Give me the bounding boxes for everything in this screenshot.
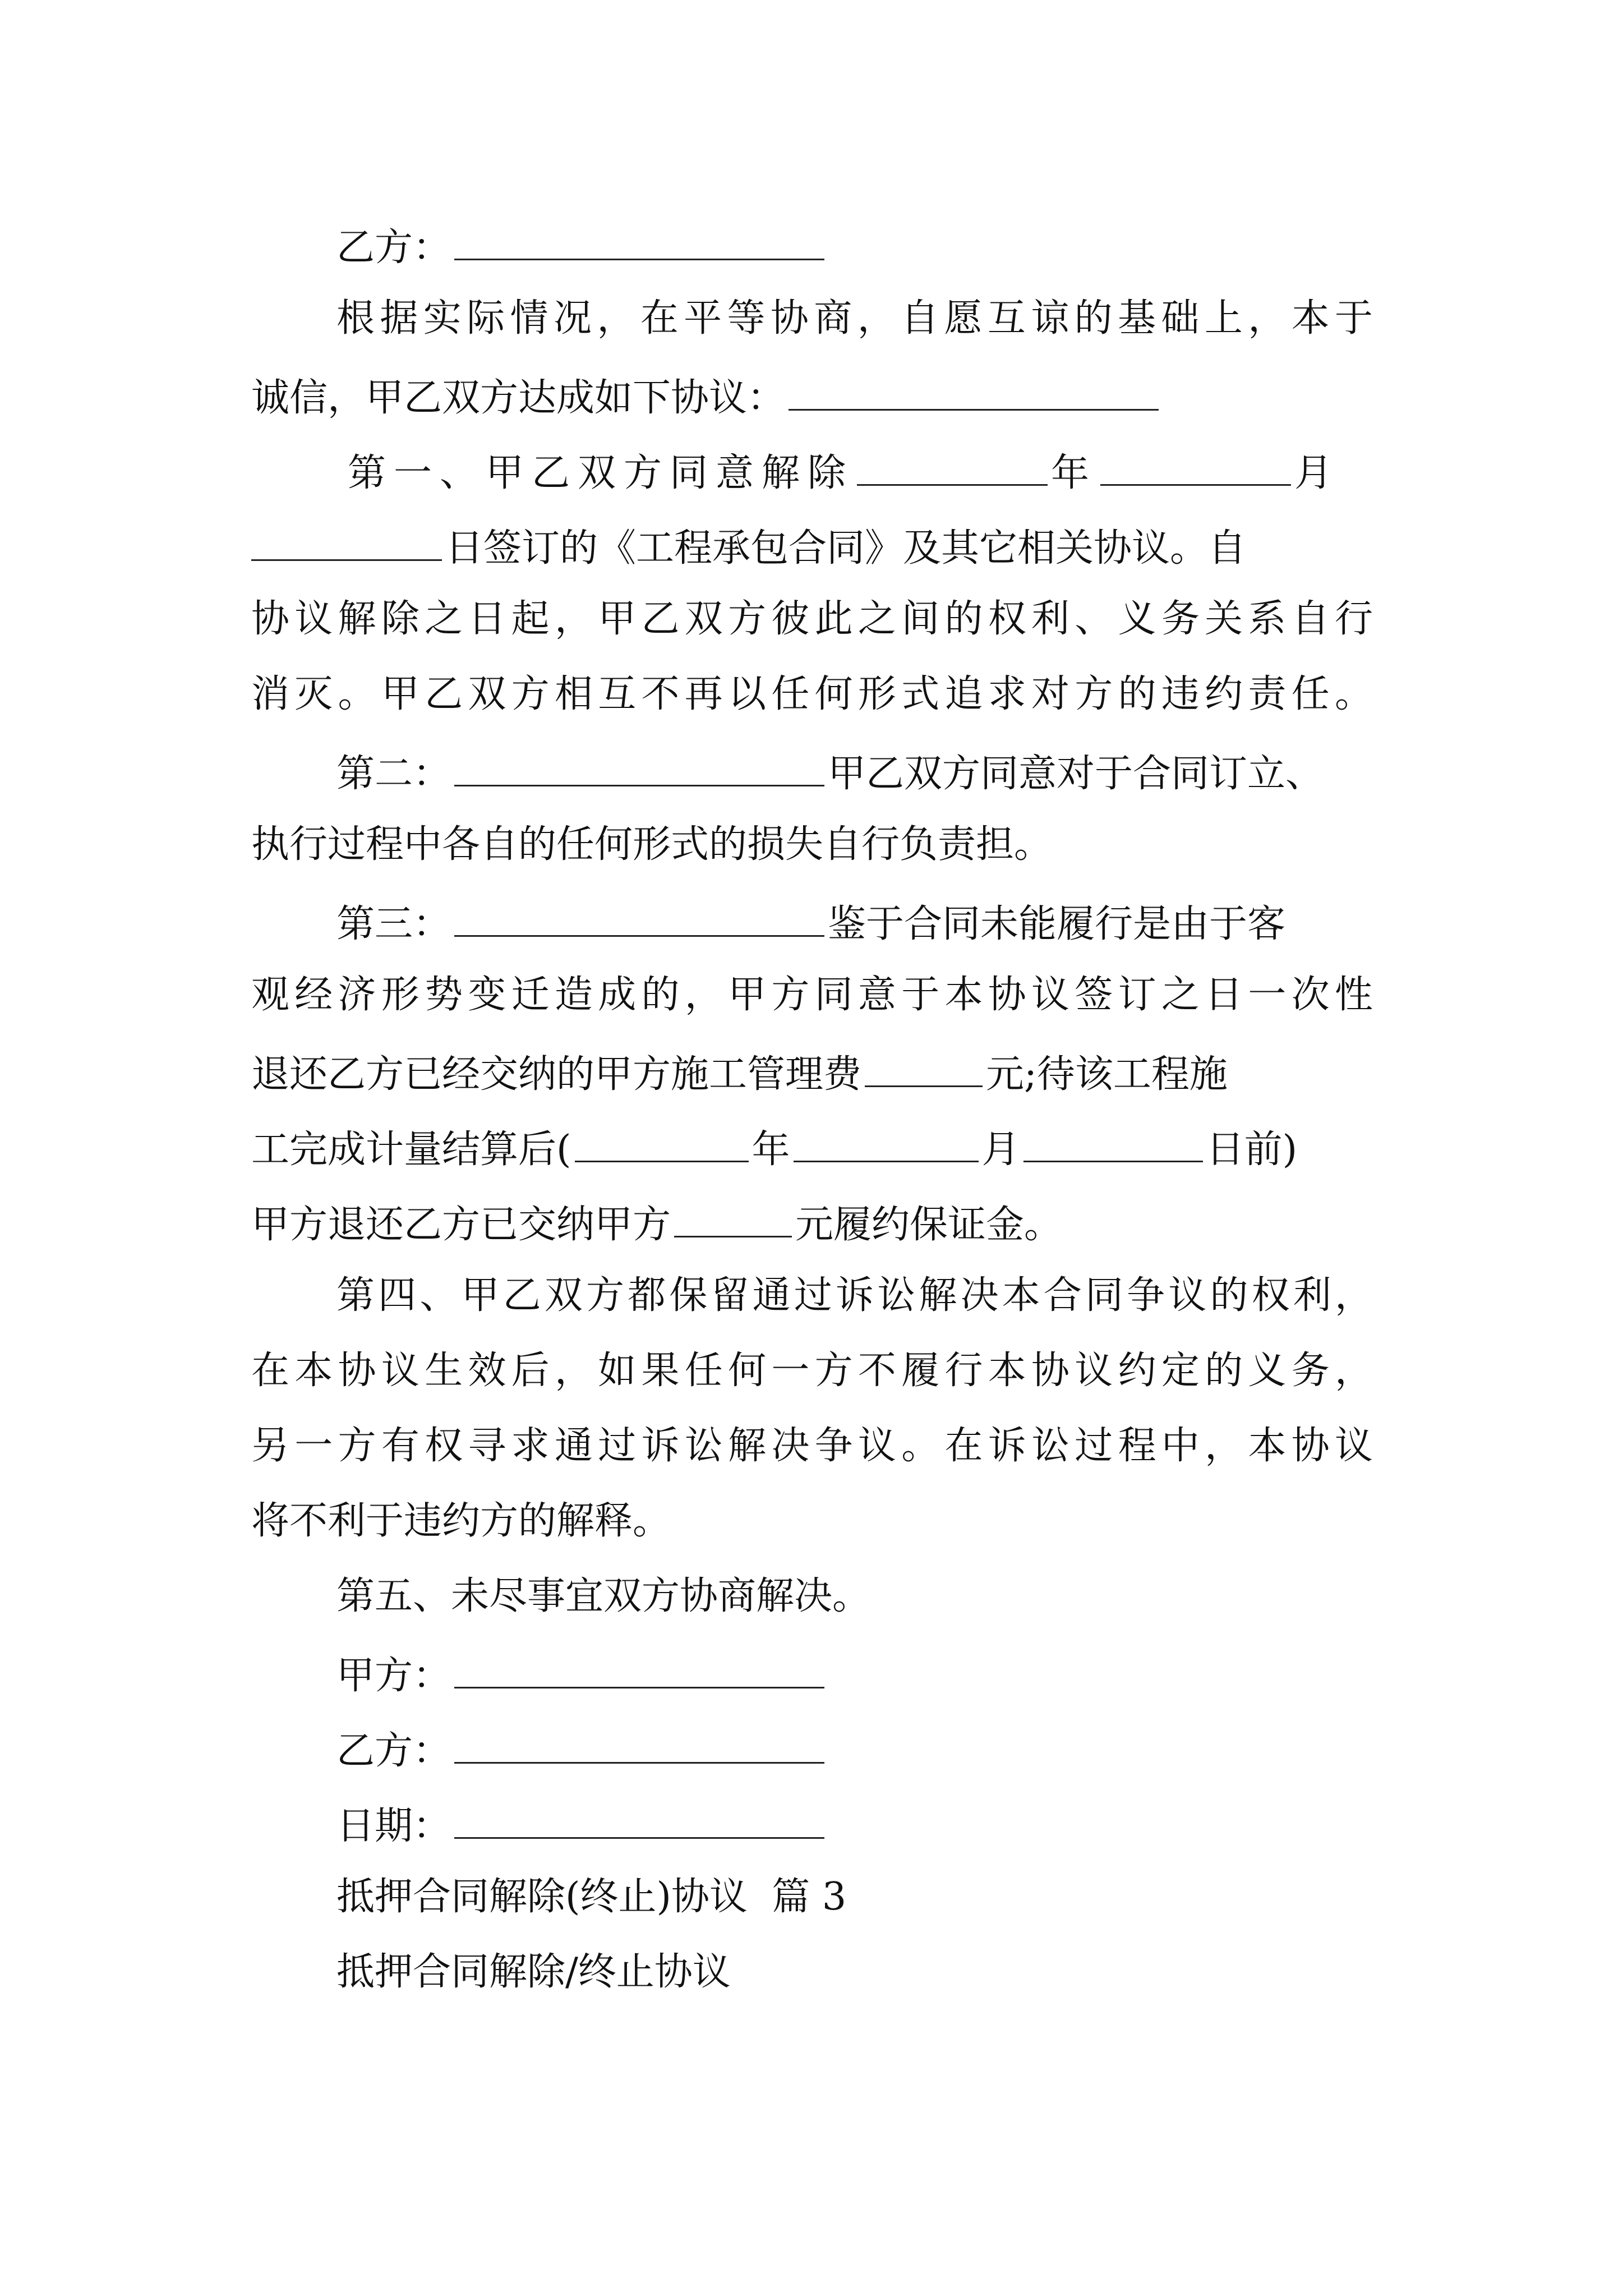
clause-1-text: 第一、甲乙双方同意解除 xyxy=(348,451,854,496)
signature-date xyxy=(336,1803,1458,1849)
clause-3-line-4 xyxy=(251,1126,1373,1172)
clause-2-text: 甲乙双方同意对于合同订立、 xyxy=(828,752,1324,797)
clause-3-line-5 xyxy=(251,1202,1373,1248)
clause-3-day-label: 日前) xyxy=(1206,1128,1298,1172)
clause-1-year-blank xyxy=(857,450,1048,486)
clause-4-line-4: 将不利于违约方的解释。 xyxy=(251,1499,671,1543)
clause-3-day-blank xyxy=(1023,1126,1203,1162)
clause-3-deposit-text: 甲方退还乙方已交纳甲方 xyxy=(251,1203,671,1248)
clause-3-fee-blank xyxy=(865,1051,983,1087)
signature-party-b xyxy=(336,1728,1458,1774)
clause-1-line-1 xyxy=(348,450,1374,496)
party-b-line xyxy=(336,224,1458,270)
clause-3-fee-text: 退还乙方已经交纳的甲方施工管理费 xyxy=(251,1052,862,1097)
clause-3-month-label: 月 xyxy=(981,1128,1020,1172)
clause-3-year-blank xyxy=(575,1126,749,1162)
paragraph-intro-line-1: 根据实际情况，在平等协商，自愿互谅的基础上，本于 xyxy=(336,296,1373,341)
party-b-label: 乙方： xyxy=(336,226,451,270)
party-b-blank xyxy=(454,224,824,260)
section-subheading: 抵押合同解除/终止协议 xyxy=(336,1950,731,1994)
clause-2-line-1 xyxy=(336,751,1458,797)
clause-1-line-2 xyxy=(251,525,1373,571)
intro-text: 诚信，甲乙双方达成如下协议： xyxy=(251,376,786,421)
intro-blank xyxy=(789,375,1159,411)
clause-3-line-3 xyxy=(251,1051,1373,1097)
signature-party-a xyxy=(336,1653,1458,1699)
clause-4-line-2: 在本协议生效后，如果任何一方不履行本协议约定的义务， xyxy=(251,1349,1373,1393)
clause-3-deposit-blank xyxy=(674,1202,792,1237)
clause-5-line: 第五、未尽事宜双方协商解决。 xyxy=(336,1574,871,1618)
section-heading: 抵押合同解除(终止)协议 篇 3 xyxy=(336,1875,847,1919)
clause-3-label: 第三： xyxy=(336,902,451,947)
clause-1-line-3: 协议解除之日起，甲乙双方彼此之间的权利、义务关系自行 xyxy=(251,597,1373,641)
date-label: 日期： xyxy=(336,1804,451,1849)
clause-3-month-blank xyxy=(794,1126,979,1162)
clause-4-line-3: 另一方有权寻求通过诉讼解决争议。在诉讼过程中，本协议 xyxy=(251,1424,1373,1468)
clause-2-blank xyxy=(454,751,824,786)
clause-2-label: 第二： xyxy=(336,752,451,797)
clause-3-line-1 xyxy=(336,901,1458,947)
clause-3-year-label: 年 xyxy=(751,1128,790,1172)
clause-1-day-blank xyxy=(251,525,442,561)
clause-2-line-2: 执行过程中各自的任何形式的损失自行负责担。 xyxy=(251,822,1053,867)
clause-3-text: 鉴于合同未能履行是由于客 xyxy=(828,902,1286,947)
clause-3-deposit-text-2: 元履约保证金。 xyxy=(795,1203,1063,1248)
party-b-sign-label: 乙方： xyxy=(336,1729,451,1774)
clause-1-year-label: 年 xyxy=(1051,451,1098,496)
clause-1-month-label: 月 xyxy=(1294,451,1341,496)
clause-1-month-blank xyxy=(1100,450,1291,486)
clause-3-blank xyxy=(454,901,824,937)
clause-1-text-2: 日签订的《工程承包合同》及其它相关协议。自 xyxy=(445,526,1247,571)
paragraph-intro-line-2 xyxy=(251,375,1373,421)
clause-3-fee-text-2: 元;待该工程施 xyxy=(986,1052,1228,1097)
clause-3-line-2: 观经济形势变迁造成的，甲方同意于本协议签订之日一次性 xyxy=(251,973,1373,1017)
date-blank xyxy=(454,1803,824,1839)
clause-1-line-4: 消灭。甲乙双方相互不再以任何形式追求对方的违约责任。 xyxy=(251,672,1373,716)
clause-4-line-1: 第四、甲乙双方都保留通过诉讼解决本合同争议的权利， xyxy=(336,1273,1373,1318)
party-a-label: 甲方： xyxy=(336,1654,451,1699)
party-b-sign-blank xyxy=(454,1728,824,1764)
clause-3-settle-text: 工完成计量结算后( xyxy=(251,1128,571,1172)
party-a-blank xyxy=(454,1653,824,1688)
